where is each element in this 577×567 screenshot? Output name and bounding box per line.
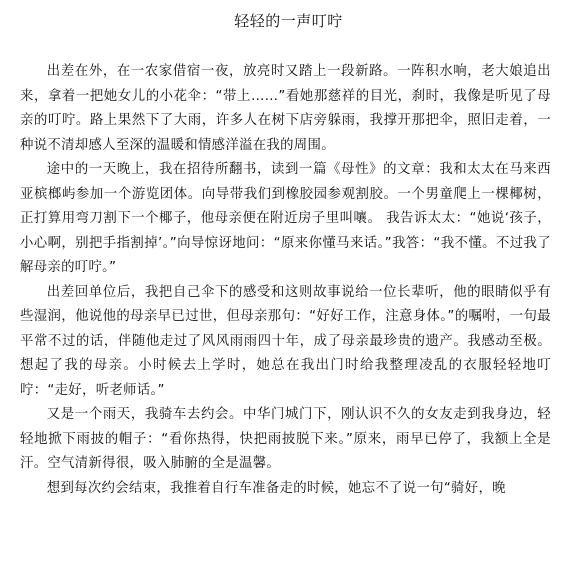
document-body [20,60,551,501]
paragraph: 又是一个雨天，我骑车去约会。中华门城门下，刚认识不久的女友走到我身边，轻轻地掀下雨披的帽子：“看你热得，快把雨披脱下来。”原来，雨早已停了，我额上全是汗。空气清新得很，吸入肺腑的全是温馨。 [20,407,551,471]
paragraph: 出差在外，在一农家借宿一夜，放亮时又踏上一段新路。一阵积水响，老大娘追出来，拿着一把她女儿的小花伞：“带上……”看她那慈祥的目光，刹时，我像是听见了母亲的叮咛。路上果然下了大雨，许多人在树下店旁躲雨，我撑开那把伞，照旧走着，一种说不清却感人至深的温暖和情感洋溢在我的周围。 [20,64,551,153]
paragraph: 途中的一天晚上，我在招待所翻书，读到一篇《母性》的文章：我和太太在马来西亚槟榔屿参加一个游览团体。向导带我们到橡胶园参观割胶。一个男童爬上一棵椰树，正打算用弯刀割下一个椰子，他母亲便在附近房子里叫嚷。 我告诉太太：“她说‘孩子，小心啊，别把手指割掉’。”向导惊讶地问：“原来你懂马来话。”我答：“我不懂。不过我了解母亲的叮咛。” [20,162,551,275]
paragraph: 出差回单位后，我把自己伞下的感受和这则故事说给一位长辈听，他的眼睛似乎有些湿润，他说他的母亲早已过世，但母亲那句：“好好工作，注意身体。”的嘱咐，一句最平常不过的话，伴随他走过了风风雨雨四十年，成了母亲最珍贵的遗产。我感动至极。想起了我的母亲。小时候去上学时，她总在我出门时给我整理凌乱的衣服轻轻地叮咛：“走好，听老师话。” [20,284,551,398]
paragraph: 想到每次约会结束，我推着自行车准备走的时候，她忘不了说一句“骑好，晚 [46,480,506,496]
document-title: 轻轻的一声叮咛 [234,12,343,30]
